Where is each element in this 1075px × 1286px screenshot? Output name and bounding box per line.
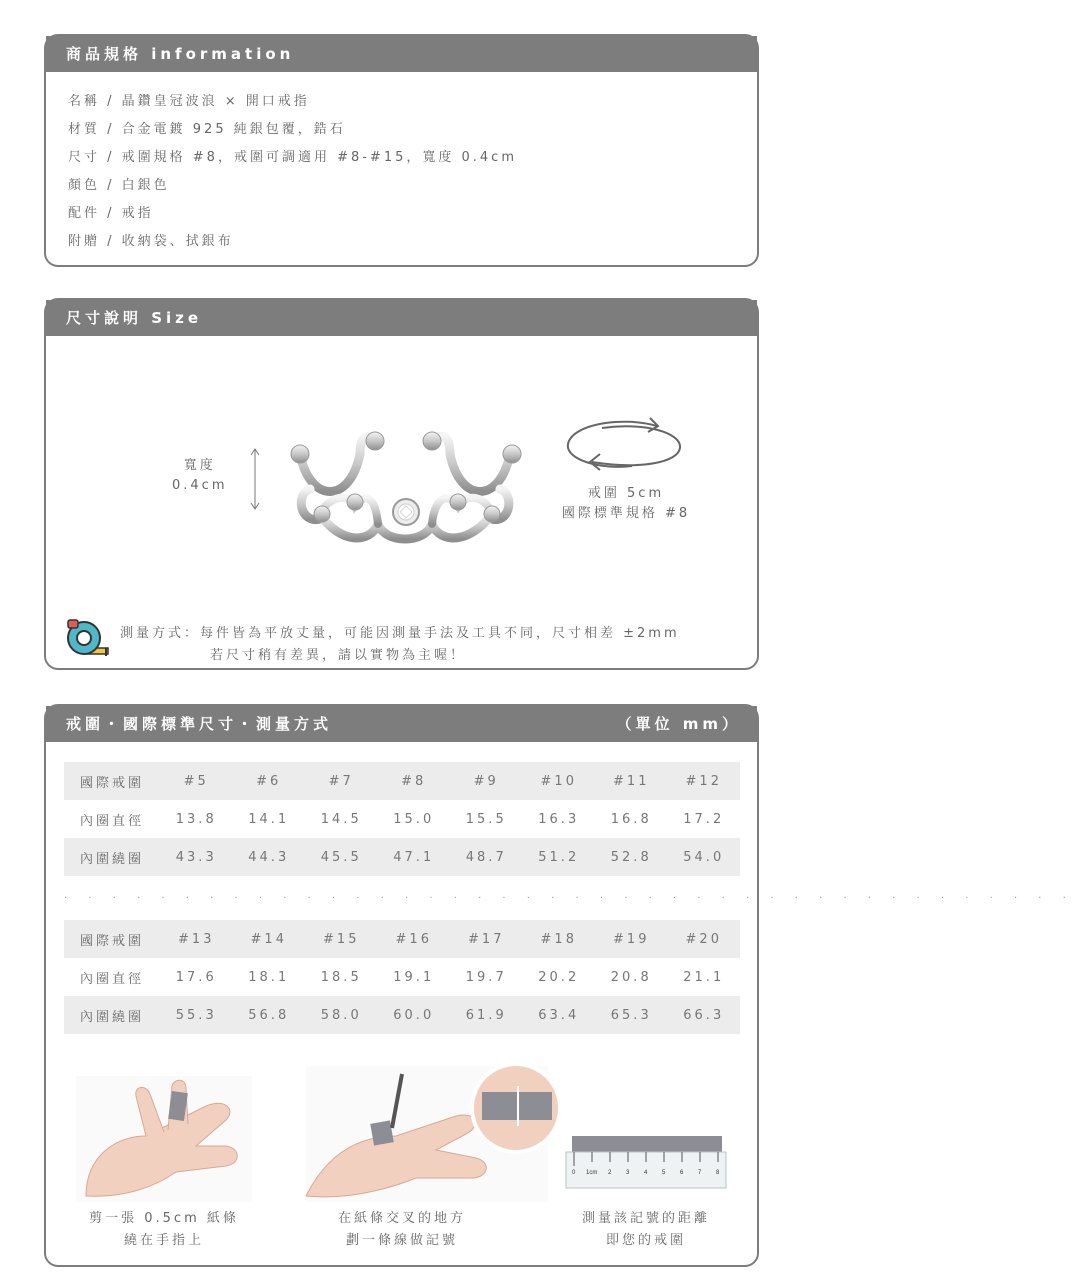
step-2-mark-photo — [306, 1066, 548, 1202]
table-cell: 47.1 — [393, 849, 435, 865]
spec-material: 材質 / 合金電鍍 925 純銀包覆，鋯石 — [68, 122, 346, 137]
measure-note-line1: 測量方式：每件皆為平放丈量，可能因測量手法及工具不同，尺寸相差 ±2mm — [120, 626, 680, 641]
table-cell: #10 — [540, 773, 577, 789]
table-cell: 16.3 — [538, 811, 580, 827]
width-arrow-icon — [250, 448, 260, 510]
information-panel — [44, 34, 759, 267]
measure-note — [62, 608, 742, 668]
circumference-standard: 國際標準規格 #8 — [561, 506, 691, 521]
table-cell: 48.7 — [465, 849, 507, 865]
table-row-diameter — [64, 958, 740, 996]
table-cell: #20 — [685, 931, 722, 947]
circumference-value: 戒圍 5cm — [587, 486, 665, 501]
table-cell: 19.7 — [465, 969, 507, 985]
ruler-tick-label: 2 — [608, 1170, 612, 1176]
step-3-line2: 即您的戒圍 — [605, 1233, 686, 1248]
table-head: 內圍繞圈 — [80, 1009, 145, 1025]
table-cell: #7 — [328, 773, 354, 789]
measure-note-line2: 若尺寸稍有差異，請以實物為主喔！ — [210, 648, 467, 663]
step-1-line1: 剪一張 0.5cm 紙條 — [89, 1211, 239, 1226]
step-2-caption — [302, 1208, 502, 1252]
size-table-header — [46, 706, 757, 742]
table-cell: 58.0 — [320, 1007, 362, 1023]
table-cell: 15.0 — [393, 811, 435, 827]
table-cell: #19 — [613, 931, 650, 947]
table-cell: 63.4 — [538, 1007, 580, 1023]
table-cell: #16 — [395, 931, 432, 947]
table-cell: #13 — [178, 931, 215, 947]
table-cell: 61.9 — [465, 1007, 507, 1023]
table-head: 內圍繞圈 — [80, 851, 145, 867]
table-cell: 17.6 — [175, 969, 217, 985]
step-1-caption — [64, 1208, 264, 1252]
step-2-line1: 在紙條交叉的地方 — [337, 1211, 466, 1226]
size-table-title: 戒圍・國際標準尺寸・測量方式 — [66, 715, 333, 733]
step-2-line2: 劃一條線做記號 — [345, 1233, 458, 1248]
table-head: 國際戒圍 — [80, 933, 145, 949]
circumference-label — [546, 484, 706, 524]
table-cell: 52.8 — [610, 849, 652, 865]
step-3-ruler-photo — [566, 1132, 726, 1196]
table-cell: 51.2 — [538, 849, 580, 865]
table-head: 國際戒圍 — [80, 775, 145, 791]
step-1-hand-photo — [76, 1076, 252, 1202]
step-1-line2: 繞在手指上 — [123, 1233, 204, 1248]
size-table-panel — [44, 704, 1075, 1267]
table-cell: 14.1 — [248, 811, 290, 827]
table-cell: 43.3 — [175, 849, 217, 865]
table-cell: 15.5 — [465, 811, 507, 827]
ring-area — [46, 336, 757, 663]
table-head: 內圈直徑 — [80, 971, 145, 987]
ruler-tick-label: 1cm — [586, 1170, 598, 1176]
ruler-tick-label: 3 — [626, 1170, 630, 1176]
table-cell: 55.3 — [175, 1007, 217, 1023]
table-cell: #18 — [540, 931, 577, 947]
size-table-group-2 — [64, 920, 740, 1034]
table-cell: #5 — [183, 773, 209, 789]
table-row-circumference — [64, 838, 740, 876]
table-cell: #15 — [323, 931, 360, 947]
rotate-arrows-icon — [562, 414, 686, 478]
size-table-unit: （單位 mm） — [616, 715, 741, 733]
width-label-title: 寬度 — [183, 458, 216, 473]
size-panel — [44, 298, 759, 670]
ruler-tick-label: 0 — [572, 1170, 576, 1176]
spec-size: 尺寸 / 戒圍規格 #8，戒圍可調適用 #8-#15，寬度 0.4cm — [68, 150, 517, 165]
width-label — [172, 456, 228, 496]
ruler-tick-label: 7 — [698, 1170, 702, 1176]
table-cell: #14 — [250, 931, 287, 947]
table-cell: #9 — [473, 773, 499, 789]
table-cell: 65.3 — [610, 1007, 652, 1023]
ruler-tick-label: 6 — [680, 1170, 684, 1176]
spec-list — [46, 72, 757, 256]
ruler-tick-label: 8 — [716, 1170, 720, 1176]
table-cell: 18.5 — [320, 969, 362, 985]
ruler-tick-label: 5 — [662, 1170, 666, 1176]
table-cell: 13.8 — [175, 811, 217, 827]
ruler-tick-label: 4 — [644, 1170, 648, 1176]
table-cell: 14.5 — [320, 811, 362, 827]
table-row-circumference — [64, 996, 740, 1034]
step-3-caption — [546, 1208, 746, 1252]
table-cell: 21.1 — [683, 969, 725, 985]
table-cell: #11 — [613, 773, 650, 789]
table-cell: 66.3 — [683, 1007, 725, 1023]
table-cell: #12 — [685, 773, 722, 789]
information-header: 商品規格 information — [46, 36, 757, 72]
table-cell: #6 — [256, 773, 282, 789]
table-cell: 56.8 — [248, 1007, 290, 1023]
width-label-value: 0.4cm — [172, 478, 228, 493]
table-cell: 19.1 — [393, 969, 435, 985]
size-header: 尺寸說明 Size — [46, 300, 757, 336]
spec-gift: 附贈 / 收納袋、拭銀布 — [68, 234, 234, 249]
table-row-ring-size — [64, 762, 740, 800]
table-cell: 45.5 — [320, 849, 362, 865]
table-cell: 16.8 — [610, 811, 652, 827]
table-cell: #8 — [401, 773, 427, 789]
table-cell: 60.0 — [393, 1007, 435, 1023]
table-divider-dots: . . . . . . . . . . . . . . . . . . . . . . . . . . . . . . . . . . . . . . . . . . — [64, 890, 1075, 901]
tape-measure-icon — [64, 618, 110, 658]
table-cell: 18.1 — [248, 969, 290, 985]
table-cell: 44.3 — [248, 849, 290, 865]
table-row-ring-size — [64, 920, 740, 958]
table-cell: 17.2 — [683, 811, 725, 827]
table-cell: 20.2 — [538, 969, 580, 985]
table-cell: 20.8 — [610, 969, 652, 985]
spec-color: 顏色 / 白銀色 — [68, 178, 170, 193]
table-cell: #17 — [468, 931, 505, 947]
spec-accessory: 配件 / 戒指 — [68, 206, 154, 221]
ring-illustration — [260, 394, 530, 544]
step-3-line1: 測量該記號的距離 — [581, 1211, 710, 1226]
table-row-diameter — [64, 800, 740, 838]
table-cell: 54.0 — [683, 849, 725, 865]
table-head: 內圈直徑 — [80, 813, 145, 829]
size-table-group-1 — [64, 762, 740, 876]
spec-name: 名稱 / 晶鑽皇冠波浪 × 開口戒指 — [68, 94, 310, 109]
